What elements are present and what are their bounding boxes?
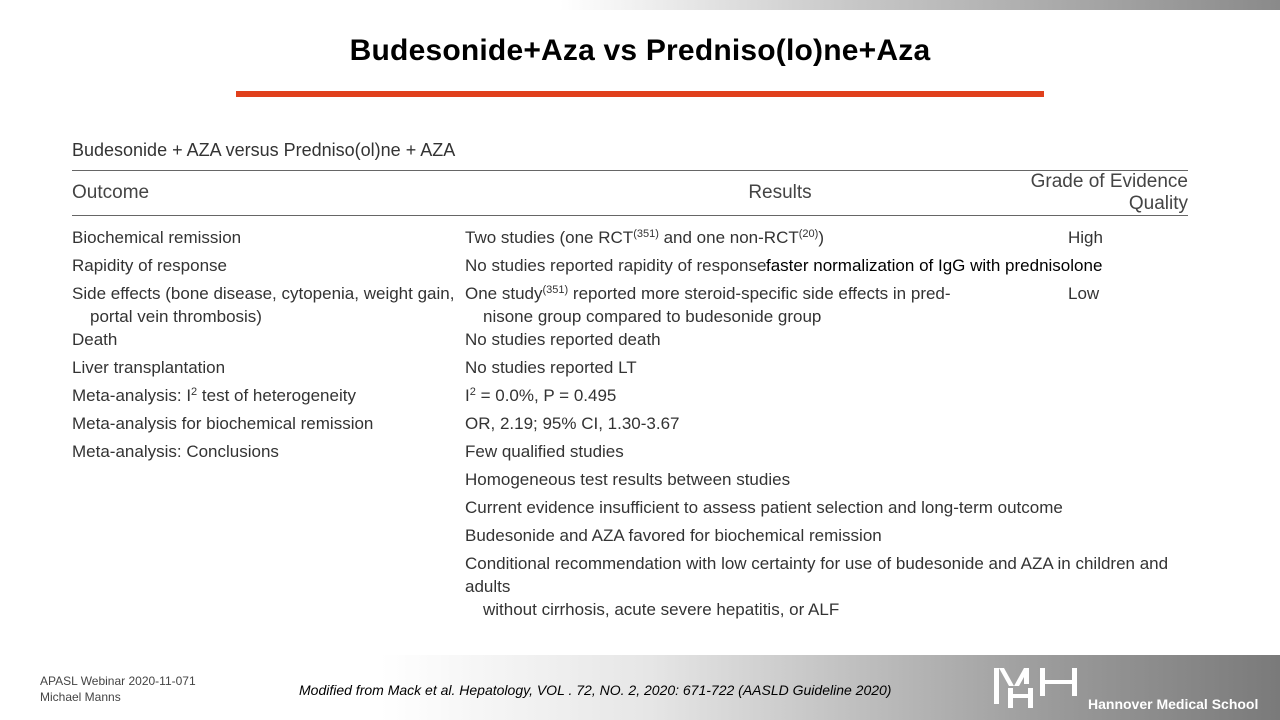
cell-outcome bbox=[72, 524, 465, 552]
table-row bbox=[72, 328, 1188, 356]
cell-results: No studies reported LT bbox=[465, 358, 637, 377]
cell-line: without cirrhosis, acute severe hepatitis, or ALF bbox=[483, 600, 840, 619]
mhh-logo-icon bbox=[994, 664, 1080, 708]
cell-outcome: Meta-analysis for biochemical remission bbox=[72, 414, 374, 433]
cell-grade bbox=[1025, 384, 1188, 412]
cell-grade bbox=[1025, 524, 1188, 552]
cell-text: reported more steroid-specific side effects in pred- bbox=[568, 284, 951, 303]
table-row bbox=[72, 356, 1188, 384]
cell-results bbox=[465, 226, 1025, 254]
cell-text: One study bbox=[465, 284, 543, 303]
cell-outcome bbox=[72, 384, 465, 412]
cell-results bbox=[465, 384, 1025, 412]
footer-speaker: Michael Manns bbox=[40, 690, 121, 704]
cell-text: = 0.0%, P = 0.495 bbox=[475, 386, 617, 405]
top-gradient-bar bbox=[560, 0, 1280, 10]
cell-outcome bbox=[72, 552, 465, 621]
footer-reference: Modified from Mack et al. Hepatology, VOL . 72, NO. 2, 2020: 671-722 (AASLD Guideline 2020) bbox=[299, 682, 892, 698]
cell-outcome: Meta-analysis: Conclusions bbox=[72, 442, 279, 461]
cell-results: No studies reported death bbox=[465, 330, 661, 349]
cell-outcome: Rapidity of response bbox=[72, 256, 227, 275]
header-grade: Grade of Evidence Quality bbox=[1030, 171, 1188, 214]
citation: (20) bbox=[798, 228, 819, 240]
cell-results: Few qualified studies bbox=[465, 442, 624, 461]
cell-grade: Low bbox=[1068, 284, 1100, 303]
cell-line: portal vein thrombosis) bbox=[90, 307, 262, 326]
cell-outcome bbox=[72, 496, 465, 524]
cell-text: ) bbox=[818, 228, 824, 247]
cell-grade bbox=[1025, 328, 1188, 356]
cell-grade bbox=[1025, 440, 1188, 468]
cell-results: Homogeneous test results between studies bbox=[465, 470, 791, 489]
evidence-table bbox=[72, 136, 1188, 621]
table-row bbox=[72, 226, 1188, 254]
table-row bbox=[72, 468, 1188, 496]
cell-line bbox=[465, 282, 1025, 305]
cell-text: Two studies (one RCT bbox=[465, 228, 634, 247]
header-results: Results bbox=[748, 182, 812, 203]
superscript: 2 bbox=[191, 386, 198, 398]
footer-event: APASL Webinar 2020-11-071 bbox=[40, 674, 196, 688]
header-outcome: Outcome bbox=[72, 182, 150, 203]
table-row bbox=[72, 440, 1188, 468]
citation: (351) bbox=[542, 284, 569, 296]
table-row bbox=[72, 524, 1188, 552]
table-row bbox=[72, 496, 1188, 524]
cell-grade bbox=[1025, 356, 1188, 384]
cell-outcome: Death bbox=[72, 330, 118, 349]
footer-credits bbox=[40, 673, 196, 705]
cell-results: No studies reported rapidity of response bbox=[465, 256, 767, 275]
cell-line: nisone group compared to budesonide group bbox=[483, 307, 822, 326]
table-row bbox=[72, 384, 1188, 412]
slide-title: Budesonide+Aza vs Predniso(lo)ne+Aza bbox=[349, 34, 931, 67]
cell-results bbox=[465, 552, 1185, 621]
table-caption: Budesonide + AZA versus Predniso(ol)ne + AZA bbox=[72, 140, 456, 160]
cell-grade bbox=[1025, 468, 1188, 496]
cell-results: Budesonide and AZA favored for biochemical remission bbox=[465, 526, 882, 545]
cell-outcome: Liver transplantation bbox=[72, 358, 226, 377]
cell-outcome bbox=[72, 468, 465, 496]
cell-text: Meta-analysis: I bbox=[72, 386, 192, 405]
table-row bbox=[72, 552, 1188, 621]
cell-line: Conditional recommendation with low certainty for use of budesonide and AZA in children and adults bbox=[465, 554, 1169, 596]
cell-text: I bbox=[465, 386, 470, 405]
citation: (351) bbox=[633, 228, 659, 240]
cell-outcome: Biochemical remission bbox=[72, 228, 242, 247]
table-row bbox=[72, 282, 1188, 328]
cell-text: and one non-RCT bbox=[658, 228, 799, 247]
superscript: 2 bbox=[469, 386, 476, 398]
footer-logo-text: Hannover Medical School bbox=[1088, 696, 1259, 712]
table-row bbox=[72, 412, 1188, 440]
cell-line: Side effects (bone disease, cytopenia, weight gain, bbox=[72, 284, 455, 303]
cell-outcome bbox=[72, 282, 465, 328]
cell-results bbox=[465, 282, 1025, 328]
cell-grade bbox=[1185, 552, 1228, 621]
cell-grade bbox=[1165, 496, 1208, 524]
cell-text: test of heterogeneity bbox=[197, 386, 356, 405]
table-header bbox=[72, 171, 1188, 215]
cell-results: Current evidence insufficient to assess patient selection and long-term outcome bbox=[465, 498, 1063, 517]
annotation-note: faster normalization of IgG with prednisolone bbox=[766, 256, 1103, 275]
cell-grade: High bbox=[1068, 228, 1103, 247]
cell-grade bbox=[1025, 412, 1188, 440]
table-body bbox=[72, 216, 1188, 621]
title-underline bbox=[236, 91, 1044, 97]
cell-results: OR, 2.19; 95% CI, 1.30-3.67 bbox=[465, 414, 680, 433]
